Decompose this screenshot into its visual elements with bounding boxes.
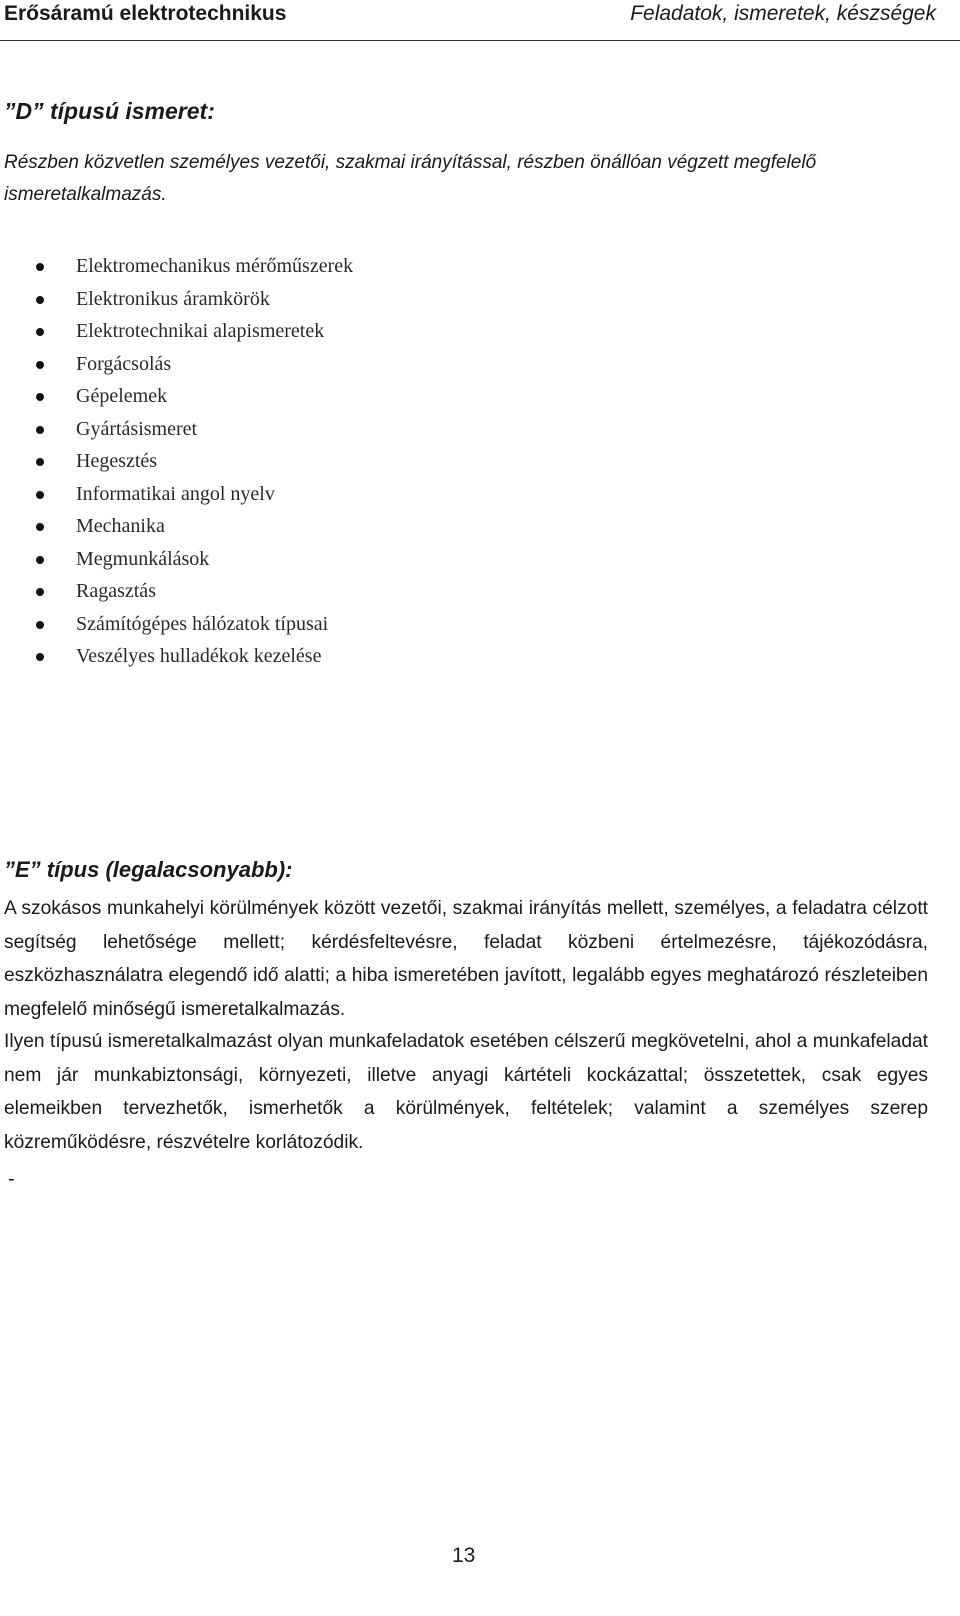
list-item bbox=[0, 348, 353, 381]
list-item-label: Elektronikus áramkörök bbox=[76, 287, 270, 310]
bullet-icon bbox=[36, 458, 44, 466]
section-d-description: Részben közvetlen személyes vezetői, szakmai irányítással, részben önállóan végzett megfelelő ismeretalkalmazás. bbox=[4, 152, 817, 205]
list-item bbox=[0, 543, 353, 576]
section-e-paragraph-1: A szokásos munkahelyi körülmények között vezetői, szakmai irányítás mellett, személyes, a feladatra célzott segítség lehetősége mellett; kérdésfeltevésre, feladat közbeni értelmezésre, tájékozódásra, eszközhasználatra elegendő idő alatti; a hiba ismeretében javított, legalább egyes meghatározó részleteiben megfelelő minőségű ismeretalkalmazás. bbox=[4, 898, 928, 1020]
bullet-icon bbox=[36, 621, 44, 629]
list-item-label: Számítógépes hálózatok típusai bbox=[76, 612, 329, 635]
section-d-heading: ”D” típusú ismeret: bbox=[4, 98, 215, 124]
list-item-label: Hegesztés bbox=[76, 450, 158, 472]
list-item bbox=[0, 315, 353, 348]
list-item bbox=[0, 608, 353, 641]
bullet-icon bbox=[36, 588, 44, 596]
list-item-label: Elektromechanikus mérőműszerek bbox=[76, 255, 354, 277]
header-section-title: Feladatok, ismeretek, készségek bbox=[630, 2, 936, 25]
list-item bbox=[0, 380, 353, 413]
list-item-label: Gyártásismeret bbox=[76, 417, 198, 440]
bullet-icon bbox=[36, 523, 44, 531]
list-item bbox=[0, 640, 353, 673]
bullet-icon bbox=[36, 393, 44, 401]
bullet-icon bbox=[36, 296, 44, 304]
page-header bbox=[0, 0, 960, 40]
header-divider bbox=[0, 40, 960, 41]
list-item-label: Elektrotechnikai alapismeretek bbox=[76, 320, 325, 342]
page-number: 13 bbox=[452, 1544, 476, 1567]
list-item-label: Gépelemek bbox=[76, 385, 168, 407]
bullet-icon bbox=[36, 263, 44, 271]
list-item bbox=[0, 478, 353, 511]
list-item-label: Forgácsolás bbox=[76, 352, 172, 375]
list-item bbox=[0, 510, 353, 543]
list-item bbox=[0, 413, 353, 446]
list-item-label: Mechanika bbox=[76, 515, 165, 537]
bullet-icon bbox=[36, 426, 44, 434]
section-e-paragraph-2: Ilyen típusú ismeretalkalmazást olyan munkafeladatok esetében célszerű megkövetelni, ahol a munkafeladat nem jár munkabiztonsági, környezeti, illetve anyagi kártételi kockázattal; összetettek, csak egyes elemeikben tervezhetők, ismerhetők a körülmények, feltételek; valamint a személyes szerep közreműködésre, részvételre korlátozódik. bbox=[4, 1031, 928, 1153]
header-document-title: Erősáramú elektrotechnikus bbox=[4, 2, 287, 25]
bullet-icon bbox=[36, 361, 44, 369]
bullet-icon bbox=[36, 653, 44, 661]
trailing-dash: - bbox=[8, 1168, 15, 1190]
list-item-label: Informatikai angol nyelv bbox=[76, 482, 275, 505]
section-e-heading: ”E” típus (legalacsonyabb): bbox=[4, 857, 293, 882]
bullet-icon bbox=[36, 491, 44, 499]
list-item bbox=[0, 283, 353, 316]
list-item-label: Veszélyes hulladékok kezelése bbox=[76, 645, 322, 667]
list-item bbox=[0, 445, 353, 478]
bullet-icon bbox=[36, 556, 44, 564]
list-item-label: Megmunkálások bbox=[76, 547, 210, 570]
section-d-list bbox=[0, 250, 353, 673]
bullet-icon bbox=[36, 328, 44, 336]
list-item-label: Ragasztás bbox=[76, 580, 156, 602]
list-item bbox=[0, 575, 353, 608]
list-item bbox=[0, 250, 353, 283]
